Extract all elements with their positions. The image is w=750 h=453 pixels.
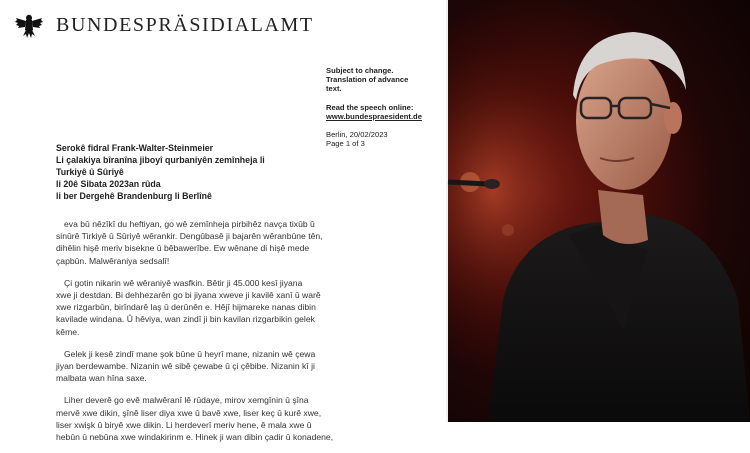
meta-translation-line: Translation of advance [326, 75, 409, 85]
text-line: xwe rizgarbûn, birîndarê laş û derûnên e. Hêjî hijmareke nanas dibin [56, 302, 316, 313]
paragraph-1 [56, 218, 386, 267]
text-line: hebûn û nebûna xwe windakirinm e. Hinek ji wan dibin çadir û konadene, [56, 432, 334, 443]
brand-name: BUNDESPRÄSIDIALAMT [56, 13, 314, 36]
portrait-illustration [448, 0, 750, 422]
text-line: jiyan berdewambe. Nizanin wê sibê çewabe û çi çêbibe. Nizanin kî ji [56, 361, 315, 372]
text-line: liser xwişk û biryê xwe dikin. Li herdeverî meriv hene, ê mala xwe û [56, 419, 312, 430]
document-meta [326, 66, 438, 148]
text-line: Liher deverê go evê malwêranî lê rûdaye, mirov xemgînin û şîna [64, 395, 309, 406]
meta-text-line: text. [326, 84, 342, 94]
text-line: Gelek ji kesê zindî mane şok bûne û heyrî mane, nizanin wê çewa [64, 348, 316, 359]
microphone-icon [484, 179, 500, 189]
portrait-photo [448, 0, 750, 422]
text-line: sinûrê Tirkiyê û Sûriyê wêrankir. Dengûbasê ji bajarên wêranbûne tên, [56, 231, 323, 242]
text-line: xwe ji destdan. Bi dehhezarên go bi jiyana xweve ji kavilê xanî û warê [56, 290, 321, 301]
paragraph-3 [56, 348, 386, 385]
letterhead [14, 10, 314, 40]
paragraph-4 [56, 394, 386, 443]
text-line: çapbûn. Malwêraniya sedsalî! [56, 255, 170, 266]
speech-title [56, 142, 356, 202]
microphone-stand [448, 182, 488, 184]
text-line: malbata wan hîna saxe. [56, 373, 147, 384]
title-line: Serokê fidral Frank-Walter-Steinmeier [56, 143, 214, 153]
meta-date: Berlin, 20/02/2023 [326, 130, 388, 140]
meta-website-link[interactable]: www.bundespraesident.de [326, 111, 422, 121]
federal-eagle-icon [14, 10, 44, 40]
meta-subject-line: Subject to change. [326, 66, 394, 75]
text-line: dihêlin hişê meriv bisekne û bêbawerîbe. Ew wênane di hişê mede [56, 243, 310, 254]
meta-page: Page 1 of 3 [326, 139, 365, 149]
speech-body [56, 218, 386, 453]
neck [598, 190, 648, 244]
title-line: Li çalakiya bîranîna jiboyî qurbaniyên zemînheja li [56, 155, 265, 165]
text-line: kavilade windana. Û hêviya, wan zindî ji bin kavilan rizgarbikin gelek [56, 314, 315, 325]
text-line: kême. [56, 326, 80, 337]
text-line: eva bû nêzîkî du heftiyan, go wê zemînheja pirbihêz navça tixûb û [64, 219, 315, 229]
text-line: Çi gotin nikarin wê wêraniyê wasfkin. Bêtir ji 45.000 kesî jiyana [64, 277, 303, 288]
bokeh-light [502, 224, 514, 236]
title-line: li 20ê Sibata 2023an rûda [56, 179, 161, 189]
meta-read-online: Read the speech online: [326, 102, 414, 112]
title-line: li ber Dergehê Brandenburg li Berlînê [56, 191, 212, 201]
face [576, 50, 672, 190]
paragraph-2 [56, 277, 386, 338]
text-line: mervê xwe dikin, şînê liser diya xwe û bavê xwe, liser keç û kurê xwe, [56, 407, 322, 418]
title-line: Turkiyê û Sûriyê [56, 167, 124, 177]
